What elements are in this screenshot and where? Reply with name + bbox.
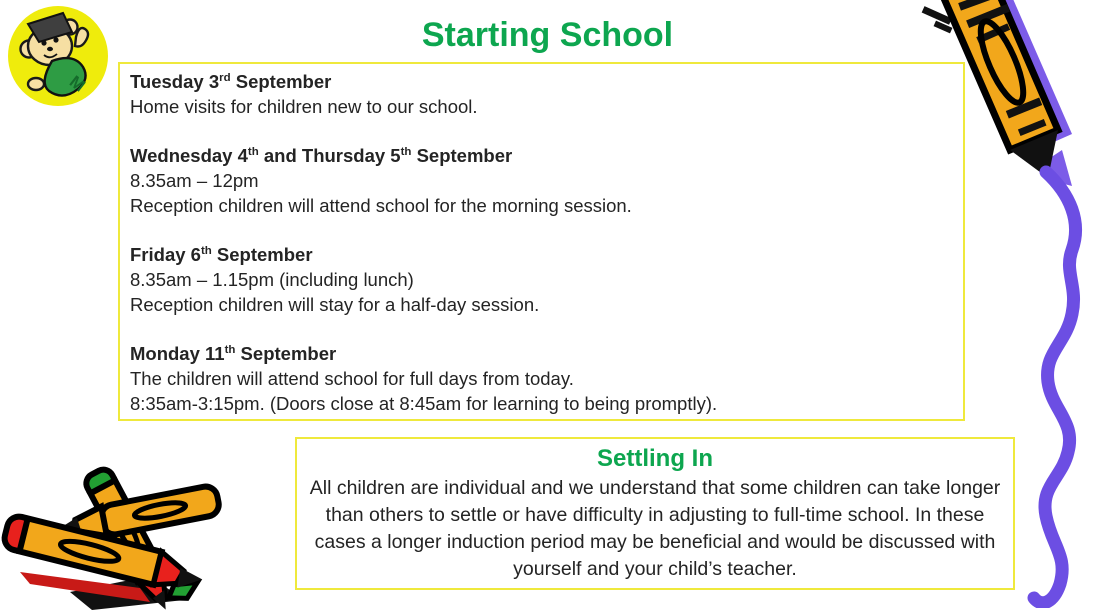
heading-text: September (230, 71, 332, 92)
heading-text: September (211, 244, 313, 265)
schedule-entry-line: 8.35am – 12pm (130, 170, 259, 191)
heading-text: Tuesday 3 (130, 71, 220, 92)
heading-superscript: th (200, 244, 212, 257)
heading-superscript: th (400, 145, 412, 158)
heading-text: Wednesday 4 (130, 145, 248, 166)
heading-superscript: rd (219, 71, 231, 84)
heading-text: Friday 6 (130, 244, 201, 265)
schedule-entry-heading (130, 69, 953, 94)
heading-superscript: th (224, 343, 236, 356)
schedule-entry (130, 143, 953, 218)
schedule-entry-line: Reception children will stay for a half-day session. (130, 294, 540, 315)
schedule-entry-line: Home visits for children new to our school. (130, 96, 478, 117)
heading-superscript: th (247, 145, 259, 158)
schedule-entry-line: The children will attend school for full days from today. (130, 368, 574, 389)
heading-text: Monday 11 (130, 343, 225, 364)
schedule-entry (130, 242, 953, 317)
schedule-entry-heading (130, 242, 953, 267)
crossed-crayons-illustration (0, 460, 300, 613)
schedule-entry-heading (130, 341, 953, 366)
settling-in-box (295, 437, 1015, 590)
schedule-entry-line: 8:35am-3:15pm. (Doors close at 8:45am for learning to being promptly). (130, 393, 718, 414)
school-bear-logo (6, 4, 110, 108)
schedule-entry (130, 341, 953, 416)
heading-text: September (235, 343, 337, 364)
settling-in-title: Settling In (597, 445, 713, 472)
schedule-entry-heading (130, 143, 953, 168)
schedule-entry-line: 8.35am – 1.15pm (including lunch) (130, 269, 414, 290)
schedule-box (118, 62, 965, 421)
settling-in-body: All children are individual and we understand that some children can take longer than others to settle or have difficulty in adjusting to full-time school. In these cases a longer induction period may be beneficial and would be discussed with yourself and your child’s teacher. (309, 477, 1001, 580)
logo-letter: M (65, 71, 89, 96)
heading-text: and Thursday 5 (258, 145, 401, 166)
schedule-entry-line: Reception children will attend school for the morning session. (130, 195, 632, 216)
page-title: Starting School (421, 16, 674, 54)
heading-text: September (411, 145, 513, 166)
purple-squiggle-line (1000, 158, 1095, 608)
schedule-entry (130, 69, 953, 119)
